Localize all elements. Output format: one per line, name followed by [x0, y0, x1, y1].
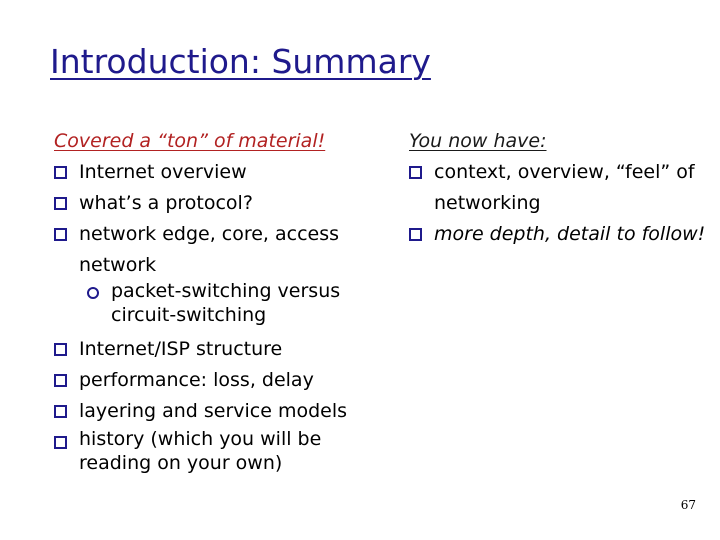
circle-bullet-icon — [87, 287, 99, 299]
sub-list-item: packet-switching versus circuit-switching — [54, 279, 399, 327]
square-bullet-icon — [54, 436, 67, 449]
left-column — [54, 126, 399, 482]
square-bullet-icon — [54, 166, 67, 179]
right-column — [409, 126, 709, 250]
list-item: performance: loss, delay — [54, 365, 399, 396]
square-bullet-icon — [54, 374, 67, 387]
list-item: network edge, core, access network — [54, 219, 399, 281]
page-number: 67 — [680, 498, 696, 512]
list-item: context, overview, “feel” of networking — [409, 157, 709, 219]
list-item: history (which you will be reading on your own) — [54, 427, 399, 475]
square-bullet-icon — [409, 166, 422, 179]
left-heading: Covered a “ton” of material! — [54, 130, 326, 152]
list-item: Internet/ISP structure — [54, 334, 399, 365]
slide-title: Introduction: Summary — [50, 42, 431, 81]
list-item: Internet overview — [54, 157, 399, 188]
square-bullet-icon — [54, 197, 67, 210]
square-bullet-icon — [409, 228, 422, 241]
list-item: what’s a protocol? — [54, 188, 399, 219]
list-item: more depth, detail to follow! — [409, 219, 709, 250]
right-heading: You now have: — [409, 130, 547, 152]
list-item: layering and service models — [54, 396, 399, 427]
square-bullet-icon — [54, 228, 67, 241]
square-bullet-icon — [54, 343, 67, 356]
square-bullet-icon — [54, 405, 67, 418]
